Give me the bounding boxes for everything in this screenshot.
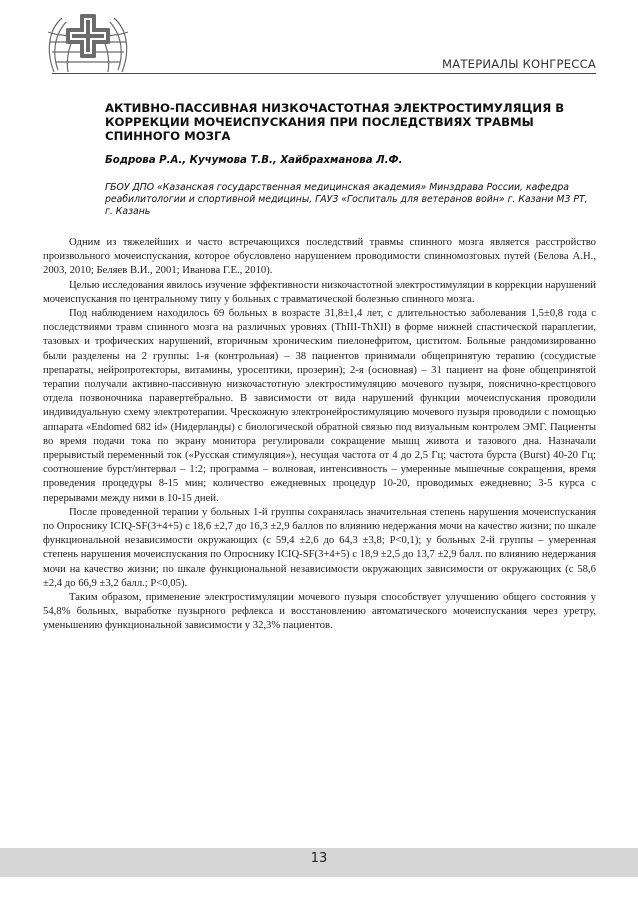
body-paragraph: Под наблюдением находилось 69 больных в возрасте 31,8±1,4 лет, с длительностью заболевания 1,5±0,8 года с последствиями травм спинного мозга на различных уровнях (ThIII-ThXII) в форме нижней спастической параплегии, тазовых и трофических нарушений, вторичным хроническим пиелонефритом, циститом. Больные рандомизированно были разделены на 2 группы: 1-я (контрольная) – 38 пациентов принимали общепринятую терапию (сосудистые препараты, нейропротекторы, витамины, уросептики, прозерин); 2-я (основная) – 31 пациент на фоне общепринятой терапии получали активно-пассивную низкочастотную электростимуляцию мочевого пузыря, пояснично-крестцового отдела позвоночника паравертебрально. В зависимости от вида нарушений функции мочеиспускания проводили индивидуальную схему электротерапии. Чрескожную электронейростимуляцию мочевого пузыря проводили с помощью аппарата «Endomed 682 id» (Нидерланды) с биологической обратной связью под визуальным контролем ЭМГ. Пациенты во время подачи тока по экрану монитора регулировали сокращение мышц живота и тазового дна. Назначали прерывистый переменный ток («Русская стимуляция»), несущая частота от 4 до 2,5 Гц; частота бурста (Burst) 40-20 Гц; соотношение бурст/интервал – 1:2; программа – волновая, интенсивность – умеренные мышечные сокращения, время проведения процедуры 8-15 мин; количество ежедневных процедур 10-20, проводимых ежедневно; 3-5 курса с перерывами между ними в 10-15 дней.: [43, 308, 596, 504]
body-paragraph: Таким образом, применение электростимуляции мочевого пузыря способствует улучшению общего состояния у 54,8% больных, выработке пузырного рефлекса и восстановлению автоматического мочеиспускания через уретру, уменьшению функциональной зависимости у 32,3% пациентов.: [43, 592, 596, 632]
article-title: АКТИВНО-ПАССИВНАЯ НИЗКОЧАСТОТНАЯ ЭЛЕКТРОСТИМУЛЯЦИЯ В КОРРЕКЦИИ МОЧЕИСПУСКАНИЯ ПРИ ПОСЛЕДСТВИЯХ ТРАВМЫ СПИННОГО МОЗГА: [105, 101, 565, 143]
body-paragraph: Целью исследования явилось изучение эффективности низкочастотной электростимуляции в коррекции нарушений мочеиспускания по центральному типу у больных с травматической болезнью спинного мозга.: [43, 279, 596, 305]
article-authors: Бодрова Р.А., Кучумова Т.В., Хайбрахманова Л.Ф.: [105, 155, 403, 166]
medical-cross-emblem-icon: [42, 12, 134, 74]
page-number: 13: [310, 851, 328, 866]
article-affiliation: ГБОУ ДПО «Казанская государственная медицинская академия» Минздрава России, кафедра реабилитологии и спортивной медицины, ГАУЗ «Госпиталь для ветеранов войн» г. Казани МЗ РТ, г. Казань: [105, 182, 588, 217]
header-rule: [52, 73, 596, 74]
section-label: МАТЕРИАЛЫ КОНГРЕССА: [442, 57, 596, 71]
article-body: [43, 236, 596, 634]
body-paragraph: Одним из тяжелейших и часто встречающихся последствий травмы спинного мозга является расстройство произвольного мочеиспускания, которое обусловлено нарушением проводимости спинномозговых путей (Белова А.Н., 2003, 2010; Беляев В.И., 2001; Иванова Г.Е., 2010).: [43, 237, 596, 277]
body-paragraph: После проведенной терапии у больных 1-й группы сохранялась значительная степень нарушения мочеиспускания по Опроснику ICIQ-SF(3+4+5) с 18,6 ±2,7 до 16,3 ±2,9 баллов по влиянию недержания мочи на качество жизни; по шкале функциональной независимости окружающих (с 59,4 ±2,6 до 64,3 ±3,8; Р<0,1); у больных 2-й группы – умеренная степень нарушения мочеиспускания по Опроснику ICIQ-SF(3+4+5) с 18,9 ±2,5 до 13,7 ±2,9 балл. по влиянию недержания мочи на качество жизни; по шкале функциональной независимости окружающих зависимости от окружающих (с 58,6 ±2,4 до 66,9 ±3,2 балл.; Р<0,05).: [43, 506, 596, 589]
